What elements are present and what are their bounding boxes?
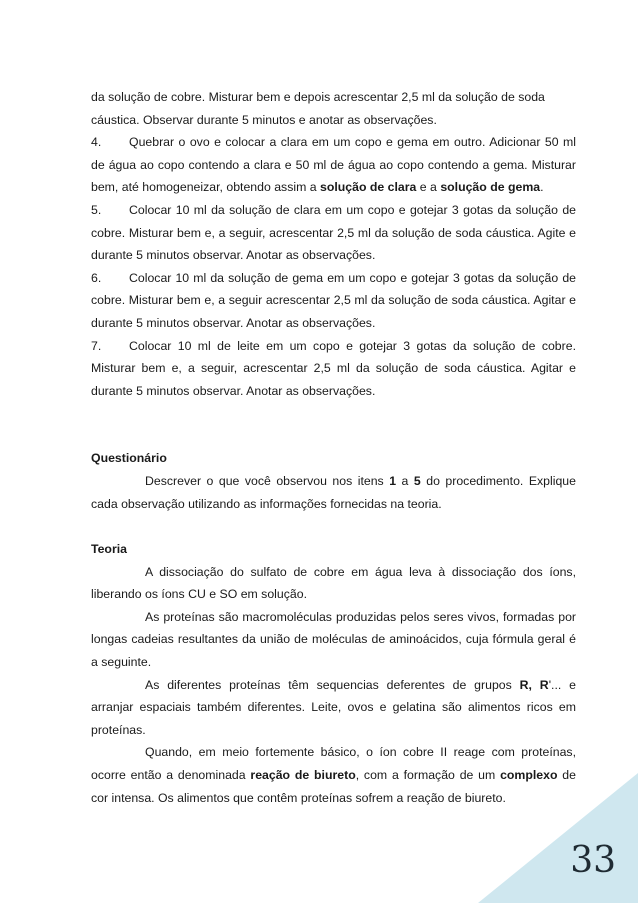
procedure-step-7: 7. Colocar 10 ml de leite em um copo e gotejar 3 gotas da solução de cobre. Misturar bem e, a seguir, acrescentar 2,5 ml da solução de soda cáustica. Agitar e durante 5 minutos observar. Anotar as observações. (91, 335, 576, 403)
page-content (91, 86, 576, 809)
questionario-heading: Questionário (91, 451, 167, 466)
procedure-step-4: 4. Quebrar o ovo e colocar a clara em um copo e gema em outro. Adicionar 50 ml de água ao copo contendo a clara e 50 ml de água ao copo contendo a gema. Misturar bem, até homogeneizar, obtendo assim a solução de clara e a solução de gema. (91, 131, 576, 199)
teoria-paragraph-2: As proteínas são macromoléculas produzidas pelos seres vivos, formadas por longas cadeias resultantes da união de moléculas de aminoácidos, cuja fórmula geral é a seguinte. (91, 609, 576, 670)
reacao-de-biureto-term: reação de biureto (250, 768, 356, 783)
procedure-continuation (91, 86, 576, 131)
teoria-heading: Teoria (91, 542, 127, 557)
solucao-de-gema-term: solução de gema (440, 180, 541, 195)
step-number: 7. (91, 338, 102, 353)
corner-decoration (478, 773, 638, 903)
questionario-text: Descrever o que você observou nos itens 1 a 5 do procedimento. Explique cada observação utilizando as informações fornecidas na teoria. (91, 473, 576, 511)
corner-triangle (478, 773, 638, 903)
procedure-step-5: 5. Colocar 10 ml da solução de clara em um copo e gotejar 3 gotas da solução de cobre. Misturar bem e, a seguir, acrescentar 2,5 ml da solução de soda cáustica. Agite e durante 5 minutos observar. Anotar as observações. (91, 199, 576, 267)
step-number: 4. (91, 135, 102, 150)
teoria-paragraph-3: As diferentes proteínas têm sequencias deferentes de grupos R, R'... e arranjar espaciais também diferentes. Leite, ovos e gelatina são alimentos ricos em proteínas. (91, 677, 576, 737)
procedure-step-6: 6. Colocar 10 ml da solução de gema em um copo e gotejar 3 gotas da solução de cobre. Misturar bem e, a seguir acrescentar 2,5 ml da solução de soda cáustica. Agitar e durante 5 minutos observar. Anotar as observações. (91, 267, 576, 335)
spacer (91, 515, 576, 538)
spacer (91, 402, 576, 447)
teoria-paragraph-1: A dissociação do sulfato de cobre em água leva à dissociação dos íons, liberando os íons CU e SO em solução. (91, 564, 576, 602)
solucao-de-clara-term: solução de clara (320, 180, 417, 195)
procedure-continuation-line-2: cáustica. Observar durante 5 minutos e anotar as observações. (91, 112, 437, 127)
complexo-term: complexo (500, 768, 558, 783)
page-number: 33 (570, 840, 616, 881)
step-number: 5. (91, 202, 102, 217)
step-number: 6. (91, 270, 102, 285)
teoria-paragraph-4: Quando, em meio fortemente básico, o íon cobre II reage com proteínas, ocorre então a denominada reação de biureto, com a formação de um complexo de cor intensa. Os alimentos que contêm proteínas sofrem a reação de biureto. (91, 745, 576, 805)
procedure-continuation-line-1: da solução de cobre. Misturar bem e depois acrescentar 2,5 ml da solução de soda (91, 90, 545, 104)
